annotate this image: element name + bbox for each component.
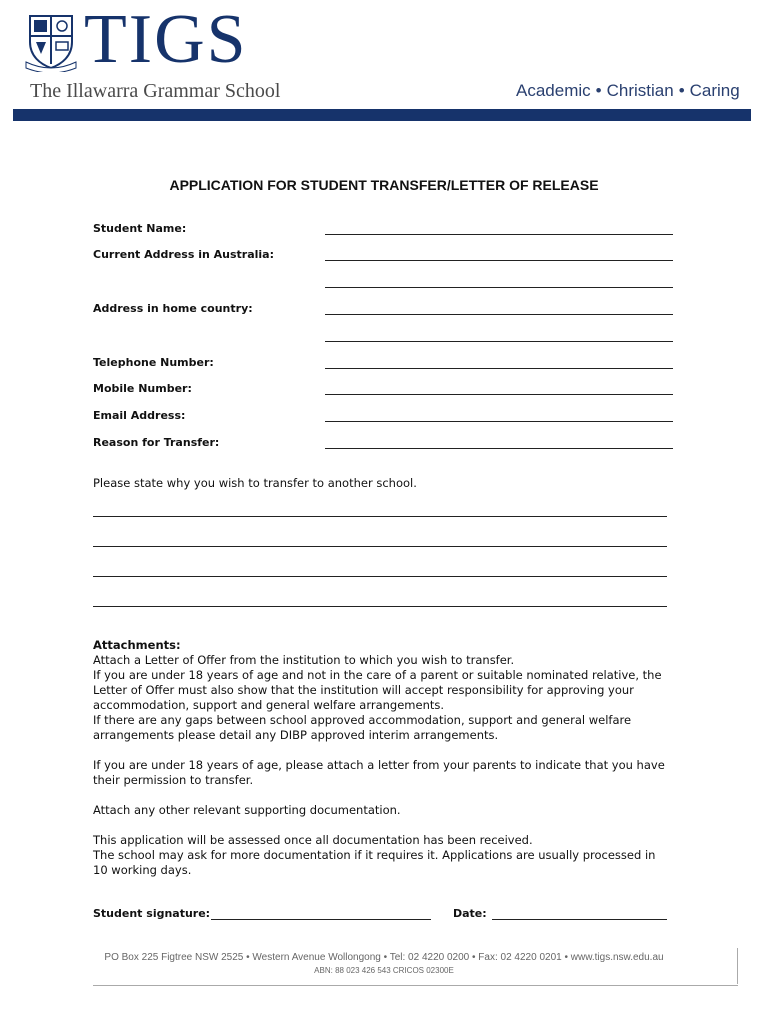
- tagline: [516, 81, 740, 101]
- tagline-separator: •: [595, 81, 602, 100]
- footer-divider: [93, 985, 738, 986]
- footer-divider: [737, 948, 738, 984]
- telephone-field[interactable]: [325, 368, 673, 369]
- attachment-text: This application will be assessed once all documentation has been received.: [93, 833, 533, 847]
- attachment-text: Attach any other relevant supporting documentation.: [93, 803, 401, 817]
- attachments-section: [93, 638, 673, 878]
- reason-label: Reason for Transfer:: [93, 436, 220, 449]
- form-title: APPLICATION FOR STUDENT TRANSFER/LETTER OF RELEASE: [169, 177, 599, 193]
- header-bar: [13, 109, 751, 121]
- telephone-label: Telephone Number:: [93, 356, 214, 369]
- date-field[interactable]: [492, 919, 667, 920]
- attachments-heading: Attachments:: [93, 638, 181, 652]
- reason-field[interactable]: [325, 448, 673, 449]
- tagline-word: Christian: [606, 81, 674, 100]
- date-label: Date:: [453, 907, 487, 920]
- email-field[interactable]: [325, 421, 673, 422]
- footer-contact: PO Box 225 Figtree NSW 2525 • Western Avenue Wollongong • Tel: 02 4220 0200 • Fax: 02 4220 0201 • www.tigs.nsw.edu.au: [104, 952, 664, 963]
- tagline-separator: •: [678, 81, 685, 100]
- student-name-field[interactable]: [325, 234, 673, 235]
- attachment-text: If there are any gaps between school approved accommodation, support and general welfare arrangements please detail any DIBP approved interim arrangements.: [93, 713, 632, 742]
- school-crest-logo: [24, 12, 78, 72]
- home-address-label: Address in home country:: [93, 302, 253, 315]
- footer-abn: ABN: 88 023 426 543 CRICOS 02300E: [314, 966, 454, 975]
- attachment-text: Attach a Letter of Offer from the institution to which you wish to transfer.: [93, 653, 515, 667]
- answer-line[interactable]: [93, 606, 667, 607]
- mobile-field[interactable]: [325, 394, 673, 395]
- attachment-text: If you are under 18 years of age and not in the care of a parent or suitable nominated relative, the Letter of Offer must also show that the institution will accept responsibility for approving your accommodation, support and general welfare arrangements.: [93, 668, 662, 712]
- home-address-field[interactable]: [325, 314, 673, 315]
- mobile-label: Mobile Number:: [93, 382, 192, 395]
- transfer-reason-prompt: Please state why you wish to transfer to another school.: [93, 476, 417, 490]
- answer-line[interactable]: [93, 546, 667, 547]
- school-name: The Illawarra Grammar School: [30, 80, 281, 102]
- email-label: Email Address:: [93, 409, 186, 422]
- tagline-word: Caring: [689, 81, 740, 100]
- tagline-word: Academic: [516, 81, 591, 100]
- home-address-field-line-2[interactable]: [325, 341, 673, 342]
- current-address-field-line-2[interactable]: [325, 287, 673, 288]
- attachment-text: The school may ask for more documentation if it requires it. Applications are usually processed in 10 working days.: [93, 848, 656, 877]
- current-address-field[interactable]: [325, 260, 673, 261]
- attachment-text: If you are under 18 years of age, please attach a letter from your parents to indicate that you have their permission to transfer.: [93, 758, 665, 787]
- signature-label: Student signature:: [93, 907, 211, 920]
- current-address-label: Current Address in Australia:: [93, 248, 274, 261]
- logo-wordmark: TIGS: [84, 1, 248, 78]
- answer-line[interactable]: [93, 576, 667, 577]
- signature-field[interactable]: [211, 919, 431, 920]
- answer-line[interactable]: [93, 516, 667, 517]
- student-name-label: Student Name:: [93, 222, 187, 235]
